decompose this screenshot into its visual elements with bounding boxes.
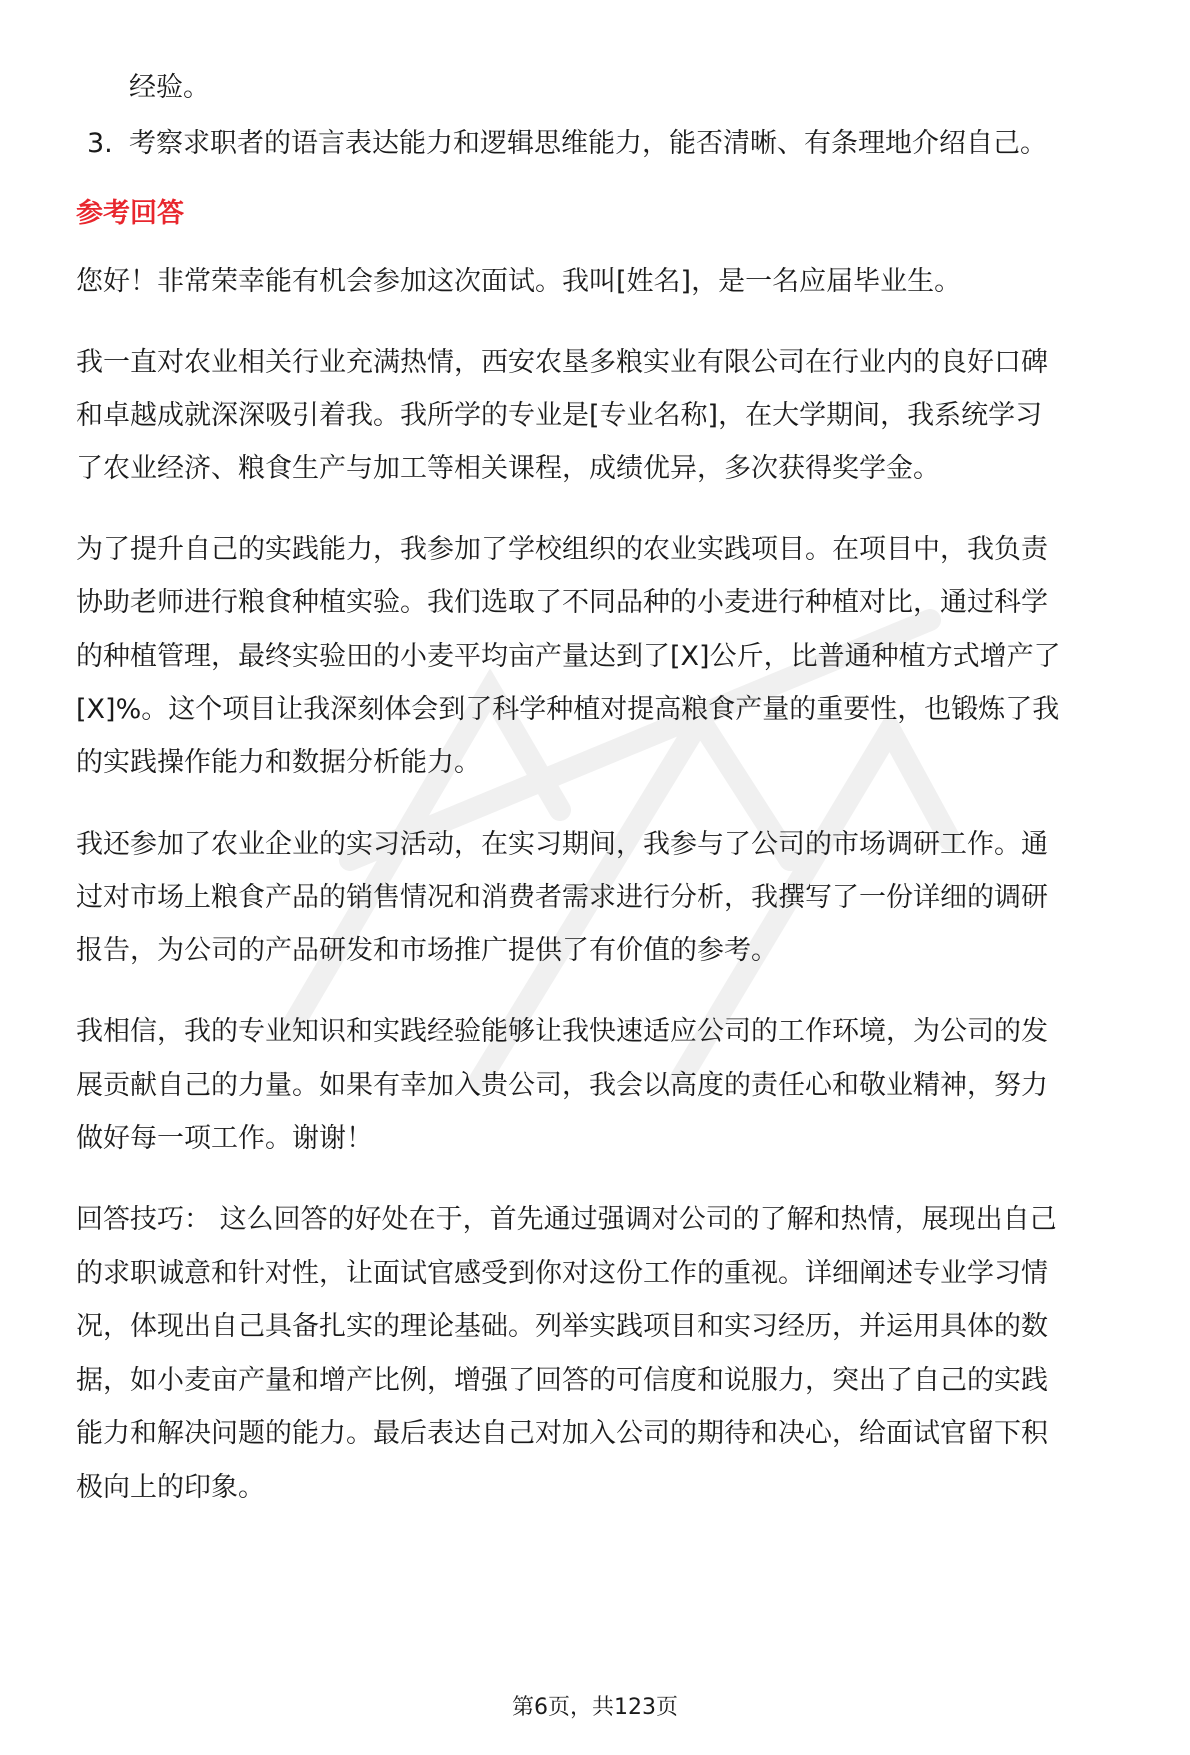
tips-line: 极向上的印象。 [76,1472,265,1503]
tips-line: 据，如小麦亩产量和增产比例，增强了回答的可信度和说服力，突出了自己的实践 [76,1365,1048,1396]
paragraph-line: 做好每一项工作。谢谢！ [76,1123,373,1154]
tips-line: 回答技巧： 这么回答的好处在于，首先通过强调对公司的了解和热情，展现出自己 [76,1204,1057,1235]
list-item-text: 考察求职者的语言表达能力和逻辑思维能力，能否清晰、有条理地介绍自己。 [129,128,1047,159]
paragraph-line: 您好！非常荣幸能有机会参加这次面试。我叫[姓名]，是一名应届毕业生。 [76,266,962,297]
paragraph-line: 过对市场上粮食产品的销售情况和消费者需求进行分析，我撰写了一份详细的调研 [76,882,1048,913]
paragraph-line: 我一直对农业相关行业充满热情，西安农垦多粮实业有限公司在行业内的良好口碑 [76,347,1048,378]
paragraph-line: 展贡献自己的力量。如果有幸加入贵公司，我会以高度的责任心和敬业精神，努力 [76,1070,1048,1101]
page-number: 第6页，共123页 [512,1695,678,1720]
paragraph-line: 的种植管理，最终实验田的小麦平均亩产量达到了[X]公斤，比普通种植方式增产了 [76,641,1061,672]
paragraph-line: 我相信，我的专业知识和实践经验能够让我快速适应公司的工作环境，为公司的发 [76,1016,1048,1047]
paragraph-line: 报告，为公司的产品研发和市场推广提供了有价值的参考。 [76,935,778,966]
list-number: 3. [87,128,113,159]
tips-line: 能力和解决问题的能力。最后表达自己对加入公司的期待和决心，给面试官留下积 [76,1418,1048,1449]
paragraph-line: 了农业经济、粮食生产与加工等相关课程，成绩优异，多次获得奖学金。 [76,453,940,484]
intro-line: 经验。 [129,72,210,103]
tips-line: 的求职诚意和针对性，让面试官感受到你对这份工作的重视。详细阐述专业学习情 [76,1258,1048,1289]
paragraph-line: 我还参加了农业企业的实习活动，在实习期间，我参与了公司的市场调研工作。通 [76,829,1048,860]
paragraph-line: [X]%。这个项目让我深刻体会到了科学种植对提高粮食产量的重要性，也锻炼了我 [76,694,1060,725]
paragraph-line: 为了提升自己的实践能力，我参加了学校组织的农业实践项目。在项目中，我负责 [76,534,1048,565]
paragraph-line: 和卓越成就深深吸引着我。我所学的专业是[专业名称]，在大学期间，我系统学习 [76,400,1043,431]
paragraph-line: 协助老师进行粮食种植实验。我们选取了不同品种的小麦进行种植对比，通过科学 [76,587,1048,618]
paragraph-line: 的实践操作能力和数据分析能力。 [76,747,481,778]
tips-line: 况，体现出自己具备扎实的理论基础。列举实践项目和实习经历，并运用具体的数 [76,1311,1048,1342]
section-heading: 参考回答 [76,198,184,229]
